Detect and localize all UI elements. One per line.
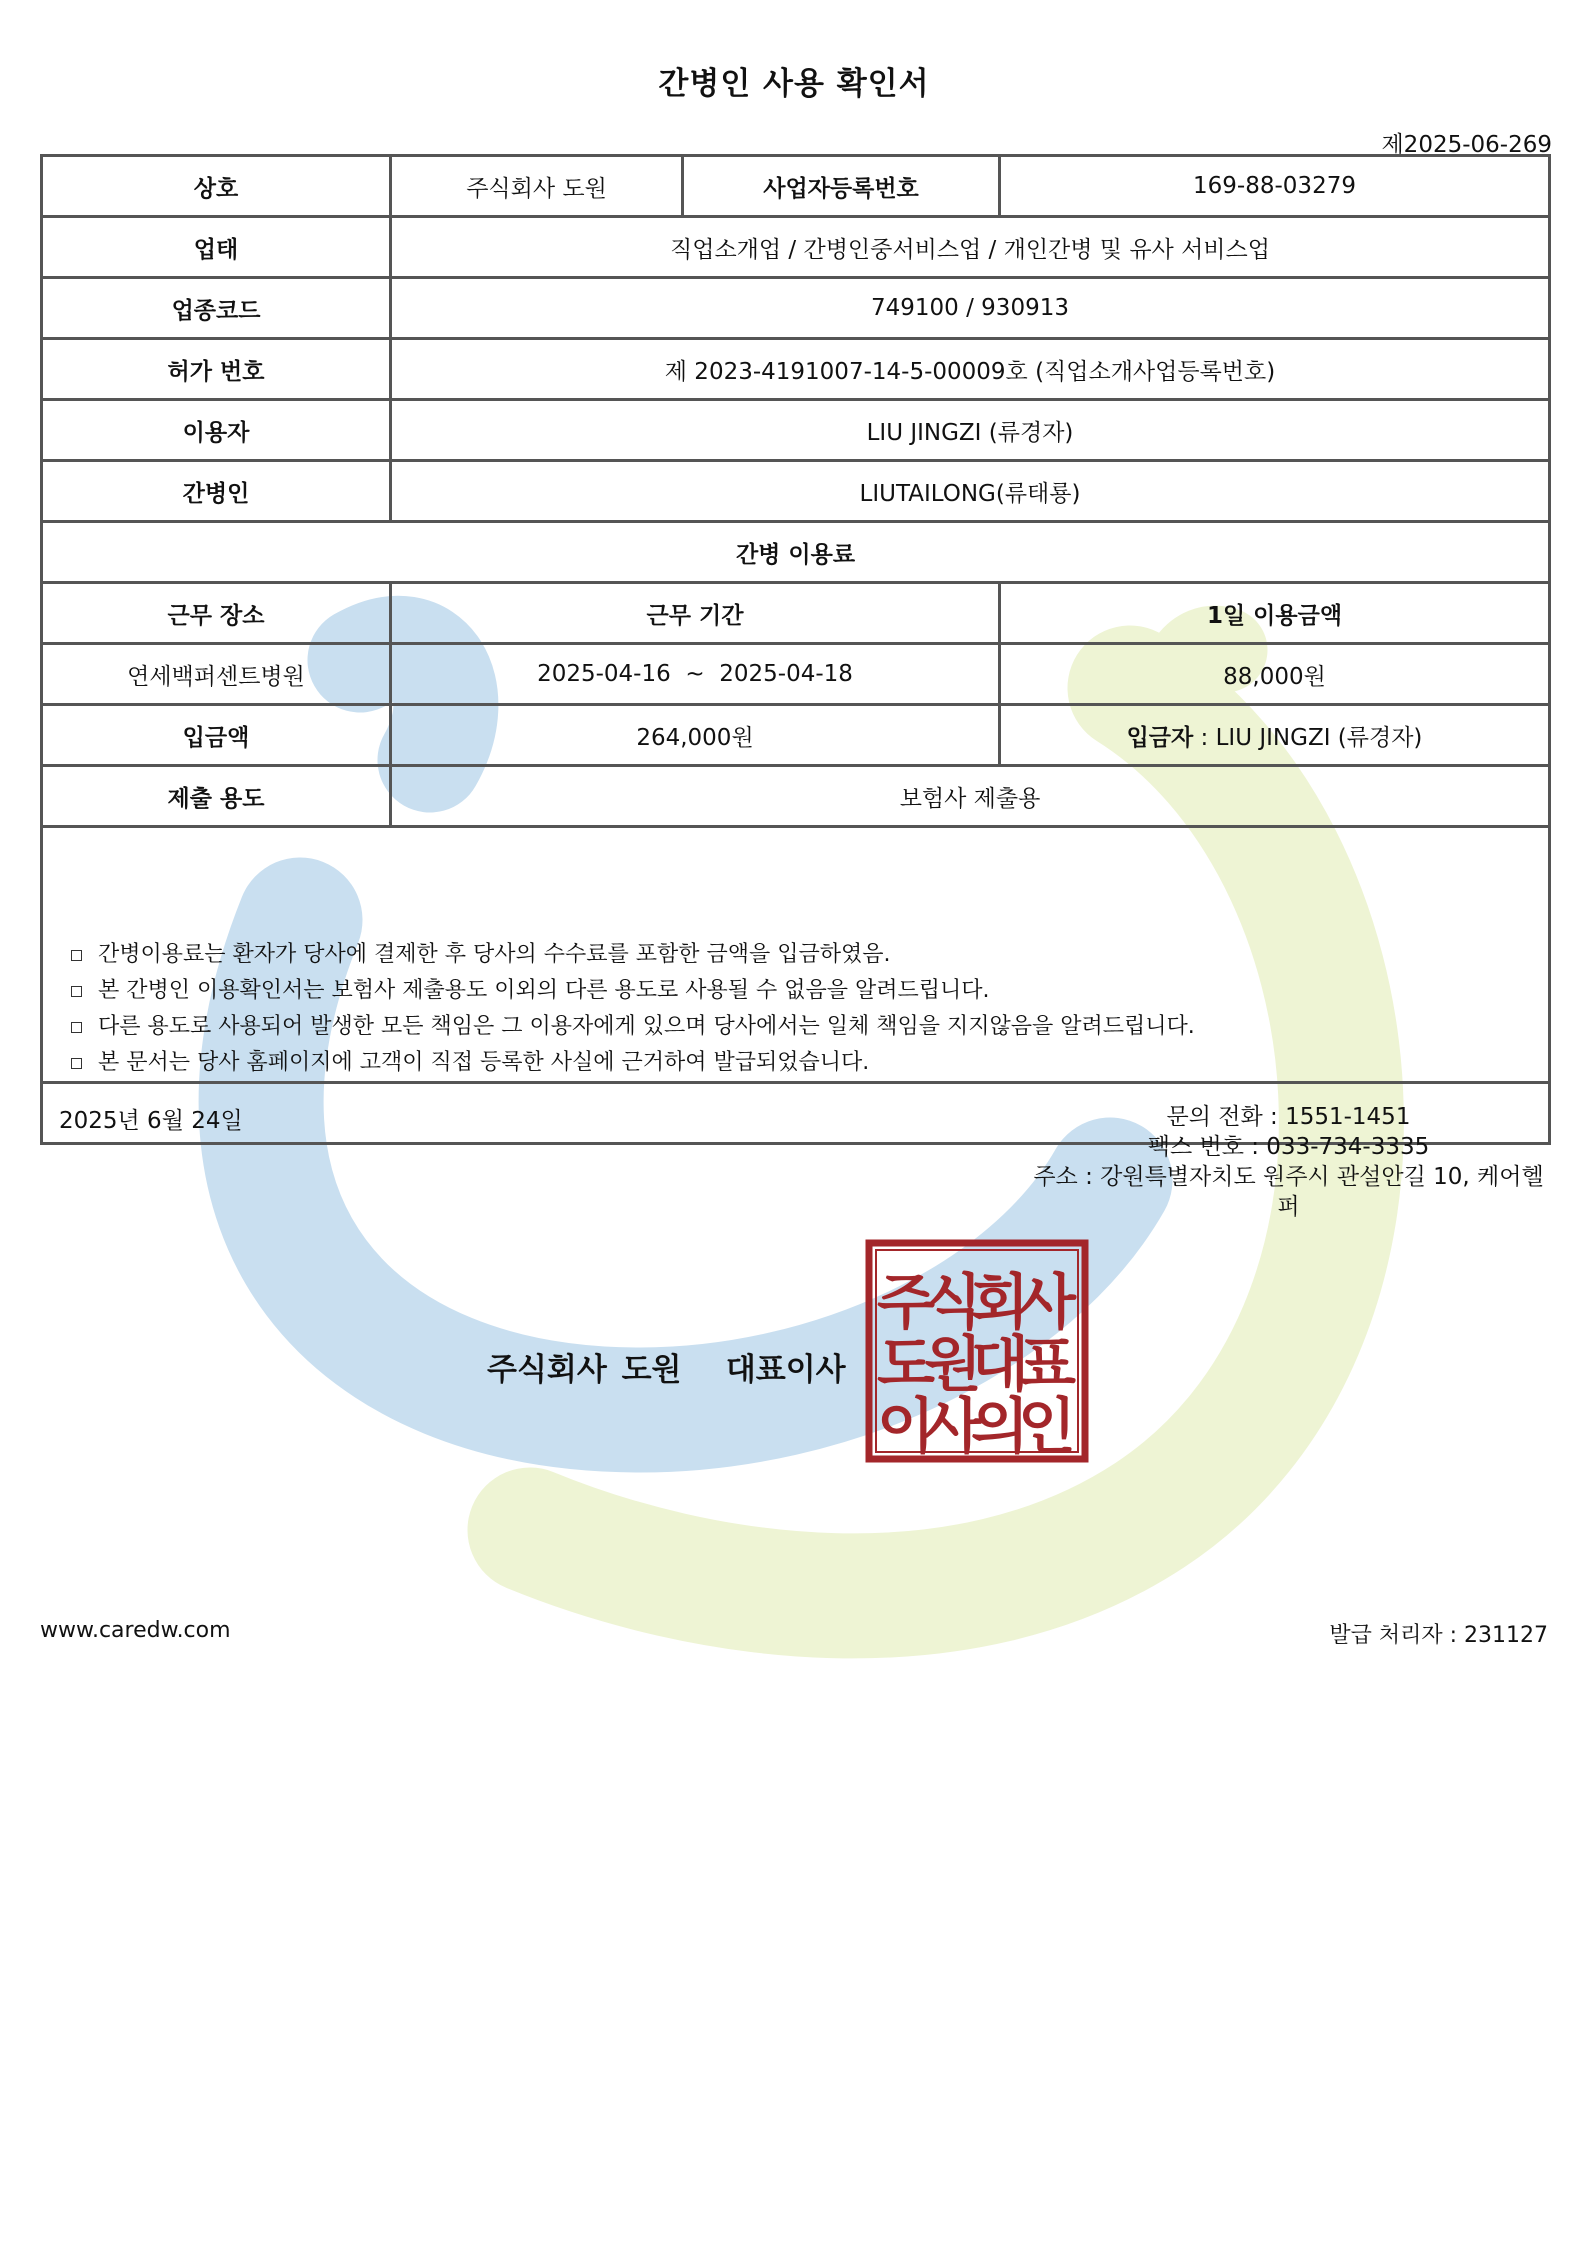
bizreg-label: 사업자등록번호: [683, 156, 1000, 217]
svg-text:원: 원: [924, 1330, 982, 1400]
note-text: 본 간병인 이용확인서는 보험사 제출용도 이외의 다른 용도로 사용될 수 없음을 알려드립니다.: [98, 978, 990, 1003]
svg-text:도: 도: [877, 1330, 935, 1400]
square-bullet-icon: [71, 1058, 82, 1069]
notes-list: [65, 937, 1548, 1081]
business-type-label: 업태: [42, 217, 391, 278]
business-type-value: 직업소개업 / 간병인중서비스업 / 개인간병 및 유사 서비스업: [391, 217, 1550, 278]
fee-value-row: [42, 644, 1550, 705]
user-name: LIU JINGZI (류경자): [391, 400, 1550, 461]
svg-text:대: 대: [971, 1330, 1029, 1400]
svg-text:식: 식: [924, 1268, 982, 1338]
svg-text:표: 표: [1018, 1330, 1076, 1400]
caregiver-row: [42, 461, 1550, 522]
signature-row: [42, 1083, 1550, 1144]
square-bullet-icon: [71, 950, 82, 961]
note-item: [65, 1009, 1548, 1045]
note-text: 다른 용도로 사용되어 발생한 모든 책임은 그 이용자에게 있으며 당사에서는 일체 책임을 지지않음을 알려드립니다.: [98, 1014, 1195, 1039]
svg-text:이: 이: [877, 1392, 935, 1462]
svg-text:회: 회: [971, 1268, 1029, 1338]
purpose-label: 제출 용도: [42, 766, 391, 827]
contact-phone: 문의 전화 : 1551-1451: [1166, 1104, 1411, 1130]
license-row: [42, 339, 1550, 400]
document-title: 간병인 사용 확인서: [658, 66, 930, 102]
workplace-value: 연세백퍼센트병원: [42, 644, 391, 705]
industry-code-label: 업종코드: [42, 278, 391, 339]
license-number: 제 2023-4191007-14-5-00009호 (직업소개사업등록번호): [391, 339, 1550, 400]
contact-fax: 팩스 번호 : 033-734-3335: [1147, 1134, 1430, 1160]
note-text: 본 문서는 당사 홈페이지에 고객이 직접 등록한 사실에 근거하여 발급되었습니다.: [98, 1050, 870, 1075]
notes-cell: [42, 827, 1550, 1083]
contact-block: [1029, 1102, 1548, 1222]
workplace-label: 근무 장소: [42, 583, 391, 644]
deposit-label: 입금액: [42, 705, 391, 766]
period-label: 근무 기간: [391, 583, 1000, 644]
signature-cell: [42, 1083, 1550, 1462]
company-row: [42, 156, 1550, 217]
note-item: [65, 937, 1548, 973]
svg-text:사: 사: [1018, 1268, 1076, 1338]
website-url[interactable]: www.caredw.com: [40, 1618, 231, 1643]
purpose-value: 보험사 제출용: [391, 766, 1550, 827]
svg-text:사: 사: [924, 1392, 982, 1462]
company-name: 주식회사 도원: [391, 156, 683, 217]
fee-section-title: 간병 이용료: [42, 522, 1550, 583]
svg-text:주: 주: [877, 1268, 935, 1338]
square-bullet-icon: [71, 986, 82, 997]
bizreg-number: 169-88-03279: [1000, 156, 1550, 217]
company-label: 상호: [42, 156, 391, 217]
daily-fee-value: 88,000원: [1000, 644, 1550, 705]
purpose-row: [42, 766, 1550, 827]
period-value: 2025-04-16 ~ 2025-04-18: [391, 644, 1000, 705]
industry-code-row: [42, 278, 1550, 339]
note-item: [65, 1045, 1548, 1081]
issuer-id: 발급 처리자 : 231127: [1329, 1623, 1548, 1648]
daily-fee-label: 1일 이용금액: [1000, 583, 1550, 644]
depositor-cell: [1000, 705, 1550, 766]
deposit-amount: 264,000원: [391, 705, 1000, 766]
fee-section-row: [42, 522, 1550, 583]
caregiver-name: LIUTAILONG(류태룡): [391, 461, 1550, 522]
certificate-table: [40, 154, 1551, 1462]
user-label: 이용자: [42, 400, 391, 461]
signer-name: 주식회사 도원 대표이사: [487, 1352, 846, 1388]
document-number: 제2025-06-269: [1381, 132, 1552, 158]
depositor-label: 입금자: [1126, 724, 1194, 751]
notes-row: [42, 827, 1550, 1083]
business-type-row: [42, 217, 1550, 278]
user-row: [42, 400, 1550, 461]
fee-header-row: [42, 583, 1550, 644]
issue-date: 2025년 6월 24일: [59, 1108, 243, 1134]
note-text: 간병이용료는 환자가 당사에 결제한 후 당사의 수수료를 포함한 금액을 입금하였음.: [98, 942, 891, 967]
contact-address: 주소 : 강원특별자치도 원주시 관설안길 10, 케어헬퍼: [1033, 1164, 1544, 1220]
svg-text:인: 인: [1018, 1392, 1076, 1462]
note-item: [65, 973, 1548, 1009]
industry-code-value: 749100 / 930913: [391, 278, 1550, 339]
deposit-row: [42, 705, 1550, 766]
license-label: 허가 번호: [42, 339, 391, 400]
svg-text:의: 의: [971, 1392, 1029, 1462]
depositor-value: : LIU JINGZI (류경자): [1193, 724, 1423, 751]
square-bullet-icon: [71, 1022, 82, 1033]
company-seal-stamp: [865, 1239, 1089, 1463]
caregiver-label: 간병인: [42, 461, 391, 522]
